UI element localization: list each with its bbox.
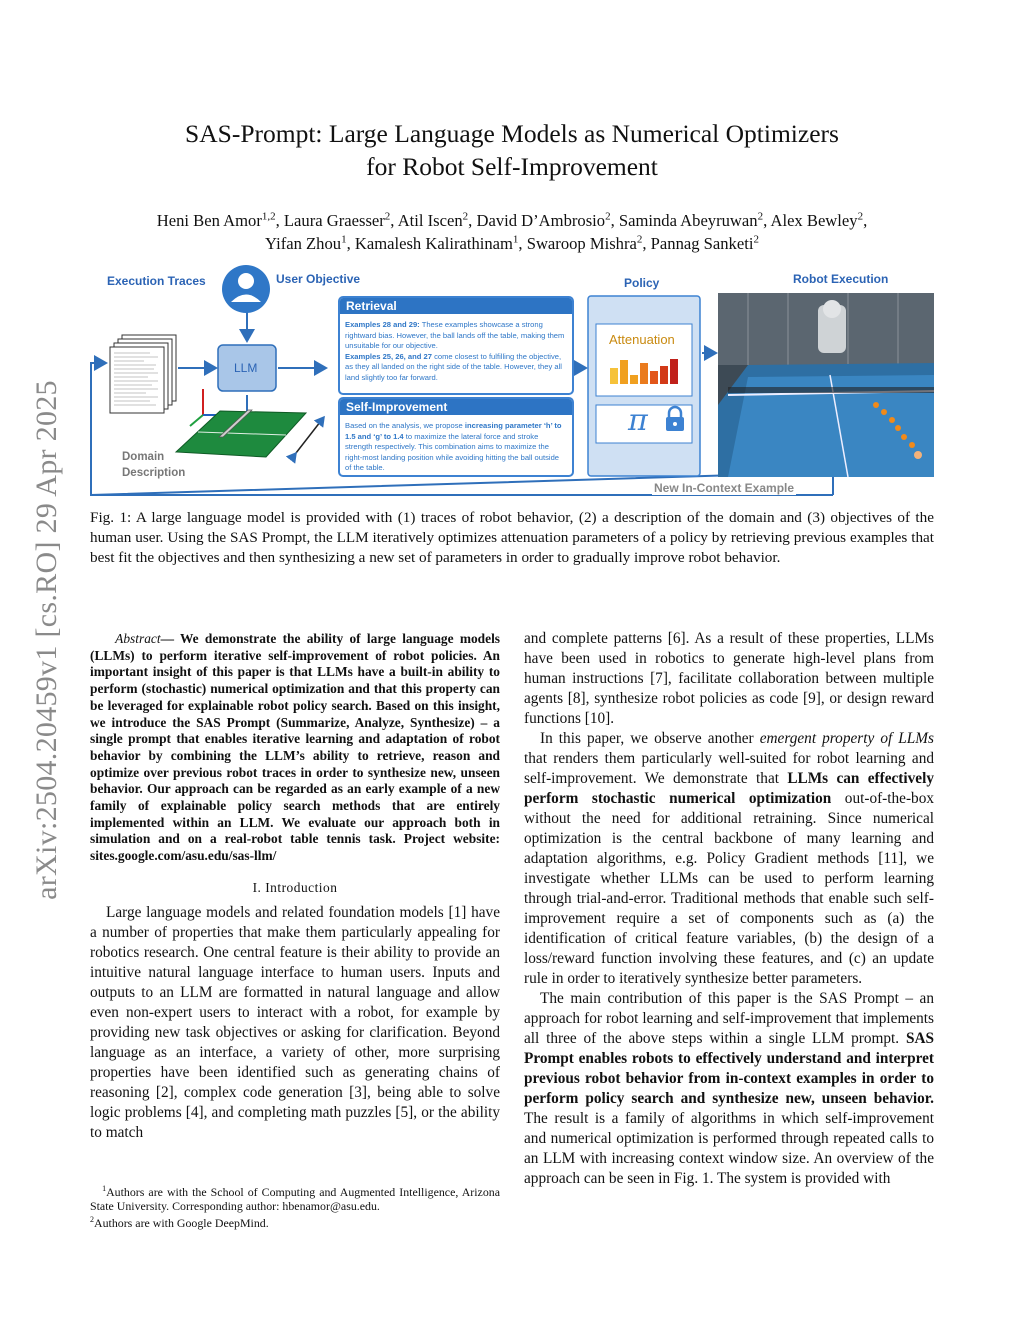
llm-label: LLM xyxy=(234,361,258,375)
author: Kamalesh Kalirathinam$^1$ xyxy=(354,233,519,253)
robot-execution-photo xyxy=(718,293,934,477)
abstract xyxy=(90,631,500,865)
title-line-2: for Robot Self-Improvement xyxy=(366,152,658,181)
label-policy: Policy xyxy=(624,276,660,290)
retrieval-title: Retrieval xyxy=(340,298,572,314)
author-list xyxy=(90,209,934,255)
arxiv-side-stamp xyxy=(20,330,74,950)
retrieval-text: Examples 28 and 29: These examples showcase a strong rightward bias. However, the ball lands off the table, making them unsuitable for our objective. Examples 25, 26, and 27 come closest to fulfilling the objective, as they all landed on the right side of the table. However, they all land slightly too far forward. xyxy=(345,320,565,382)
footnotes xyxy=(90,1182,500,1231)
label-robot-execution: Robot Execution xyxy=(793,272,889,286)
author: Pannag Sanketi$^2$ xyxy=(650,233,759,253)
label-domain-description: Domain Description xyxy=(122,451,186,479)
pi-icon: π xyxy=(628,403,648,438)
author: Laura Graesser$^2$ xyxy=(283,210,391,230)
title-line-1: SAS-Prompt: Large Language Models as Numerical Optimizers xyxy=(185,119,839,148)
self-improvement-panel xyxy=(338,397,574,477)
author: Yifan Zhou$^1$ xyxy=(265,233,347,253)
arxiv-id: arXiv:2504.20459v1 [cs.RO] 29 Apr 2025 xyxy=(30,380,63,900)
label-new-in-context-example: New In-Context Example xyxy=(654,481,795,495)
self-improvement-title: Self-Improvement xyxy=(340,399,572,415)
section-heading-introduction: I. Introduction xyxy=(252,879,338,895)
retrieval-panel xyxy=(338,296,574,395)
figure-caption: Fig. 1: A large language model is provided with (1) traces of robot behavior, (2) a description of the domain and (3) objectives of the human user. Using the SAS Prompt, the LLM iteratively optimizes attenuation parameters of a policy by retrieving previous examples that best fit the objectives and then synthesizing a new set of parameters in order to gradually improve robot behavior. xyxy=(90,509,934,566)
right-column xyxy=(524,629,934,1189)
author: Atil Iscen$^2$ xyxy=(397,210,469,230)
table-tennis-table-icon xyxy=(176,410,306,457)
author: David D’Ambrosio$^2$ xyxy=(476,210,611,230)
paper-title xyxy=(90,117,934,183)
label-user-objective: User Objective xyxy=(276,272,361,286)
authors-line-2: Yifan Zhou$^1$, Kamalesh Kalirathinam$^1$, Swaroop Mishra$^2$, Pannag Sanketi$^2$ xyxy=(265,233,759,253)
attenuation-label: Attenuation xyxy=(609,332,675,347)
self-improvement-text: Based on the analysis, we propose increasing parameter ‘h’ to 1.5 and ‘g’ to 1.4 to maximize the lateral force and stroke strength respectively. This combination aims to maximize the right-most landing position while avoiding hitting the ball outside of the table. xyxy=(345,421,562,472)
figure-1 xyxy=(88,265,938,500)
author: Heni Ben Amor$^{1,2}$ xyxy=(156,210,276,230)
author: Swaroop Mishra$^2$ xyxy=(526,233,643,253)
intro-paragraph: Large language models and related foundation models [1] have a number of properties that make them particularly appealing for robotics research. One central feature is their ability to provide an intuitive natural language interface to human users. Inputs and outputs to an LLM are formatted in natural language and allow even non-expert users to interact with a robot, for example by providing new task objectives or asking for clarification. Beyond language as an interface, a variety of other, more surprising properties have been identified such as generating chains of reasoning [2], complex code generation [3], being able to solve logic problems [4], and completing math puzzles [5], or the ability to match xyxy=(90,903,500,1141)
abstract-text: — We demonstrate the ability of large language models (LLMs) to perform iterative self-improvement of robot policies. An important insight of this paper is that LLMs have a built-in ability to perform (stochastic) numerical optimization and that this property can be leveraged for explainable robot policy search. Based on this insight, we introduce the SAS Prompt (Summarize, Analyze, Synthesize) – a single prompt that enables iterative learning and adaptation of robot behavior by combining the LLM’s ability to retrieve, reason and optimize over previous robot traces in order to synthesize new, unseen behavior. Our approach can be regarded as an early example of a new family of explainable policy search methods that are entirely implemented within an LLM. We evaluate our approach both in simulation and on a real-robot table tennis task. Project website: sites.google.com/asu.edu/sas-llm/ xyxy=(90,631,500,864)
right-paragraph-2: In this paper, we observe another emergent property of LLMs that renders them particularly well-suited for robot learning and self-improvement. We demonstrate that LLMs can effectively perform stochastic numerical optimization out-of-the-box without the need for additional retraining. Since numerical optimization is the central backbone of many learning and adaptation algorithms, e.g. Policy Gradient methods [11], we investigate whether LLMs can be used to perform learning through trial-and-error. Traditional methods that enable such self-improvement require a set of components such as (a) the identification of critical feature variables, (b) the design of a loss/reward function involving these features, and (c) an update rule in order to iteratively synthesize better parameters. xyxy=(524,730,935,987)
right-paragraph-1: and complete patterns [6]. As a result of these properties, LLMs have been used in robotics to generate high-level plans from human instructions [7], facilitate collaboration between multiple agents [8], synthesize robot policies as code [9], or design reward functions [10]. xyxy=(524,630,934,727)
trace-documents-icon xyxy=(110,335,176,413)
author: Alex Bewley$^2$ xyxy=(770,210,864,230)
left-column xyxy=(90,631,500,1143)
footnote-2: $^2$Authors are with Google DeepMind. xyxy=(90,1215,269,1231)
abstract-label: Abstract xyxy=(115,631,161,646)
right-paragraph-3: The main contribution of this paper is the SAS Prompt – an approach for robot learning and self-improvement that implements all three of the above steps within a single LLM prompt. SAS Prompt enables robots to effectively understand and interpret previous robot behavior from in-context examples in order to perform policy search and synthesize new, unseen behavior. The result is a family of algorithms in which self-improvement and numerical optimization is performed through repeated calls to an LLM with increasing context window size. An overview of the approach can be seen in Fig. 1. The system is provided with xyxy=(524,990,934,1187)
user-icon xyxy=(222,265,270,313)
author: Saminda Abeyruwan$^2$ xyxy=(618,210,764,230)
label-execution-traces: Execution Traces xyxy=(107,274,206,288)
authors-line-1: Heni Ben Amor$^{1,2}$, Laura Graesser$^2$, Atil Iscen$^2$, David D’Ambrosio$^2$, Saminda Abeyruwan$^2$, Alex Bewley$^2$, xyxy=(156,210,868,230)
footnote-1: $^1$Authors are with the School of Computing and Augmented Intelligence, Arizona State University. Corresponding author: hbenamor@asu.edu. xyxy=(90,1184,500,1214)
